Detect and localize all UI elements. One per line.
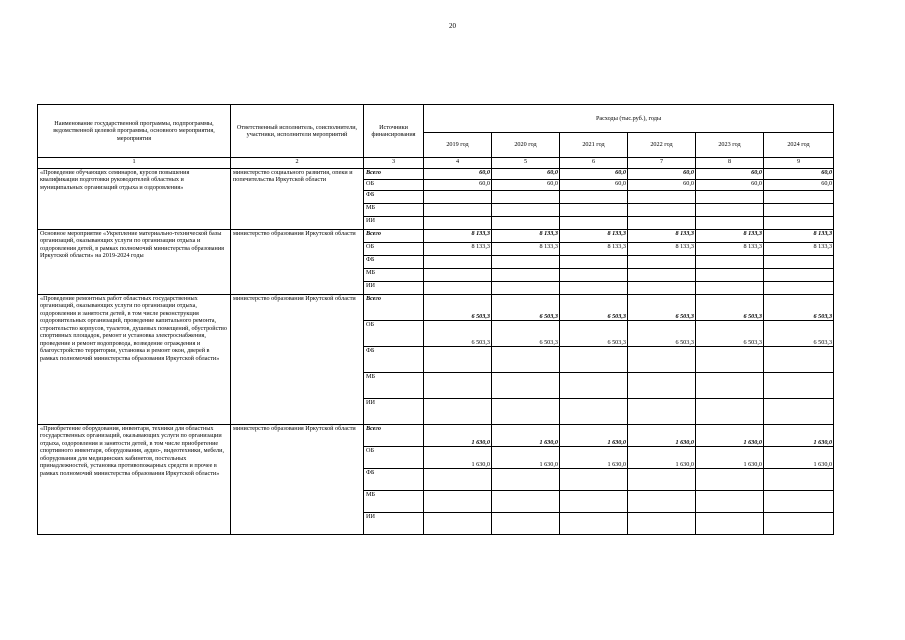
expense-value: 6 503,3 <box>696 321 764 347</box>
expense-value <box>424 373 492 399</box>
expense-value <box>696 373 764 399</box>
expense-value <box>492 191 560 204</box>
funding-source: ФБ <box>364 256 424 269</box>
measure-executor: министерство образования Иркутской области <box>231 295 364 425</box>
measure-name: «Приобретение оборудования, инвентаря, техники для областных государственных организаций, оказывающих услуги по организации отдыха, оздоровления и занятости детей, в том числе приобретение спортивного инвентаря, оборудования, аудио-, видеотехники, мебели, оборудования для медицинских кабинетов, постельных принадлежностей, установка противопожарных средств и прочее в рамках полномочий министерства образования Иркутской области» <box>38 425 231 535</box>
expense-value <box>764 217 834 230</box>
header-year: 2022 год <box>628 133 696 158</box>
expense-value: 6 503,3 <box>560 295 628 321</box>
header-year: 2019 год <box>424 133 492 158</box>
expense-value: 60,0 <box>424 169 492 180</box>
funding-source: ИИ <box>364 217 424 230</box>
measure-executor: министерство образования Иркутской области <box>231 230 364 295</box>
expense-value: 1 630,0 <box>628 447 696 469</box>
expense-value <box>424 513 492 535</box>
funding-source: МБ <box>364 373 424 399</box>
expense-value <box>628 513 696 535</box>
expense-value <box>696 513 764 535</box>
expense-value <box>492 347 560 373</box>
expense-value <box>764 347 834 373</box>
table-row <box>38 230 834 243</box>
expense-value <box>492 399 560 425</box>
funding-source: Всего <box>364 295 424 321</box>
expense-value: 60,0 <box>628 169 696 180</box>
table-body <box>38 169 834 535</box>
measure-name: «Проведение ремонтных работ областных государственных организаций, оказывающих услуги по организации отдыха, оздоровления и занятости детей, в том числе реконструкция оздоровительных организаций, проведение капитального ремонта, строительство корпусов, туалетов, душевых помещений, обустройство спортивных площадок, ремонт и установка электроснабжения, проведение и ремонт водопровода, возведение ограждения и благоустройство территории, установка и ремонт окон, дверей в рамках полномочий министерства образования Иркутской области» <box>38 295 231 425</box>
expense-value <box>560 256 628 269</box>
expense-value: 60,0 <box>764 180 834 191</box>
funding-source: МБ <box>364 269 424 282</box>
expense-value: 60,0 <box>696 180 764 191</box>
expense-value: 6 503,3 <box>424 295 492 321</box>
expense-value <box>560 191 628 204</box>
expense-value <box>628 217 696 230</box>
expense-value <box>560 399 628 425</box>
expense-value <box>492 204 560 217</box>
expense-value <box>492 217 560 230</box>
expense-value: 6 503,3 <box>492 295 560 321</box>
expense-value: 8 133,3 <box>696 243 764 256</box>
funding-source: ИИ <box>364 282 424 295</box>
expense-value: 6 503,3 <box>628 295 696 321</box>
header-year: 2020 год <box>492 133 560 158</box>
column-number: 2 <box>231 158 364 169</box>
expense-value: 1 630,0 <box>424 425 492 447</box>
expense-value: 8 133,3 <box>764 230 834 243</box>
expenses-table <box>37 104 834 535</box>
expense-value <box>696 269 764 282</box>
measure-executor: министерство социального развития, опеки и попечительства Иркутской области <box>231 169 364 230</box>
header-year: 2023 год <box>696 133 764 158</box>
funding-source: МБ <box>364 491 424 513</box>
expense-value <box>424 217 492 230</box>
expense-value: 8 133,3 <box>424 243 492 256</box>
expense-value <box>696 191 764 204</box>
column-number: 9 <box>764 158 834 169</box>
funding-source: МБ <box>364 204 424 217</box>
expense-value <box>696 347 764 373</box>
expense-value <box>560 373 628 399</box>
expense-value: 60,0 <box>764 169 834 180</box>
expense-value: 1 630,0 <box>764 425 834 447</box>
expense-value: 8 133,3 <box>560 243 628 256</box>
expense-value <box>492 469 560 491</box>
expense-value: 8 133,3 <box>492 230 560 243</box>
expense-value <box>560 469 628 491</box>
header-year: 2021 год <box>560 133 628 158</box>
expense-value <box>764 399 834 425</box>
expense-value <box>628 399 696 425</box>
expense-value <box>492 513 560 535</box>
expense-value: 1 630,0 <box>492 425 560 447</box>
expense-value: 60,0 <box>560 169 628 180</box>
expense-value: 1 630,0 <box>628 425 696 447</box>
expense-value <box>560 204 628 217</box>
expense-value <box>560 282 628 295</box>
expense-value: 1 630,0 <box>492 447 560 469</box>
expense-value: 6 503,3 <box>424 321 492 347</box>
expense-value <box>764 513 834 535</box>
expense-value: 8 133,3 <box>424 230 492 243</box>
expense-value <box>492 373 560 399</box>
expense-value: 8 133,3 <box>492 243 560 256</box>
expense-value <box>628 191 696 204</box>
expense-value <box>424 204 492 217</box>
expense-value: 6 503,3 <box>764 295 834 321</box>
expense-value <box>560 269 628 282</box>
expense-value <box>424 469 492 491</box>
expense-value <box>492 256 560 269</box>
expense-value <box>628 269 696 282</box>
expense-value <box>696 491 764 513</box>
expense-value <box>628 256 696 269</box>
expense-value <box>764 204 834 217</box>
header-sources: Источники финансирования <box>364 105 424 158</box>
funding-source: Всего <box>364 425 424 447</box>
expense-value <box>696 204 764 217</box>
table-row <box>38 295 834 321</box>
expense-value <box>492 491 560 513</box>
column-number: 8 <box>696 158 764 169</box>
expense-value <box>560 513 628 535</box>
column-number: 7 <box>628 158 696 169</box>
table-row <box>38 169 834 180</box>
expense-value <box>628 469 696 491</box>
expense-value: 1 630,0 <box>424 447 492 469</box>
expense-value <box>764 469 834 491</box>
expense-value: 8 133,3 <box>628 230 696 243</box>
header-year: 2024 год <box>764 133 834 158</box>
column-number: 6 <box>560 158 628 169</box>
funding-source: Всего <box>364 169 424 180</box>
expense-value: 60,0 <box>492 169 560 180</box>
expense-value <box>628 373 696 399</box>
funding-source: ОБ <box>364 180 424 191</box>
expense-value <box>764 256 834 269</box>
expense-value <box>560 491 628 513</box>
expense-value <box>628 491 696 513</box>
expense-value <box>424 191 492 204</box>
expense-value <box>424 269 492 282</box>
expense-value: 8 133,3 <box>628 243 696 256</box>
expense-value: 1 630,0 <box>696 425 764 447</box>
funding-source: ОБ <box>364 243 424 256</box>
table-row <box>38 425 834 447</box>
expense-value <box>628 204 696 217</box>
page-number: 20 <box>449 22 456 30</box>
expense-value <box>560 217 628 230</box>
expense-value <box>696 399 764 425</box>
column-number: 4 <box>424 158 492 169</box>
measure-name: «Проведение обучающих семинаров, курсов повышения квалификации подготовки руководителей областных и муниципальных организаций отдыха и оздоровления» <box>38 169 231 230</box>
expense-value: 1 630,0 <box>696 447 764 469</box>
expense-value: 8 133,3 <box>696 230 764 243</box>
expense-value <box>560 347 628 373</box>
expense-value: 6 503,3 <box>492 321 560 347</box>
expense-value <box>764 191 834 204</box>
header-executor: Ответственный исполнитель, соисполнители, участники, исполнители мероприятий <box>231 105 364 158</box>
expense-value: 6 503,3 <box>560 321 628 347</box>
funding-source: ИИ <box>364 399 424 425</box>
expense-value: 60,0 <box>696 169 764 180</box>
funding-source: ФБ <box>364 469 424 491</box>
expense-value: 6 503,3 <box>628 321 696 347</box>
header-name: Наименование государственной программы, подпрограммы, ведомственной целевой программы, основного мероприятия, мероприятия <box>38 105 231 158</box>
expense-value <box>696 469 764 491</box>
expense-value: 8 133,3 <box>764 243 834 256</box>
expense-value: 1 630,0 <box>560 447 628 469</box>
expense-value <box>764 282 834 295</box>
funding-source: ИИ <box>364 513 424 535</box>
expense-value: 60,0 <box>492 180 560 191</box>
expense-value <box>424 256 492 269</box>
expense-value <box>764 269 834 282</box>
expense-value <box>492 282 560 295</box>
expense-value <box>764 373 834 399</box>
expense-value: 60,0 <box>424 180 492 191</box>
funding-source: ФБ <box>364 191 424 204</box>
expense-value <box>424 347 492 373</box>
expense-value: 60,0 <box>560 180 628 191</box>
header-expenses: Расходы (тыс.руб.), годы <box>424 105 834 133</box>
funding-source: ОБ <box>364 321 424 347</box>
expense-value <box>424 491 492 513</box>
expense-value <box>424 282 492 295</box>
measure-name: Основное мероприятие «Укрепление материально-технической базы организаций, оказывающих услуги по организации отдыха и оздоровления детей, в рамках полномочий министерства образования Иркутской области» на 2019-2024 годы <box>38 230 231 295</box>
expense-value: 6 503,3 <box>696 295 764 321</box>
expense-value: 60,0 <box>628 180 696 191</box>
expense-value <box>764 491 834 513</box>
funding-source: Всего <box>364 230 424 243</box>
expense-value <box>424 399 492 425</box>
measure-executor: министерство образования Иркутской области <box>231 425 364 535</box>
expense-value <box>492 269 560 282</box>
expense-value <box>696 217 764 230</box>
expense-value: 6 503,3 <box>764 321 834 347</box>
expense-value <box>696 256 764 269</box>
column-number: 3 <box>364 158 424 169</box>
column-number: 1 <box>38 158 231 169</box>
funding-source: ФБ <box>364 347 424 373</box>
expense-value: 8 133,3 <box>560 230 628 243</box>
column-number: 5 <box>492 158 560 169</box>
funding-source: ОБ <box>364 447 424 469</box>
expense-value: 1 630,0 <box>764 447 834 469</box>
expense-value <box>628 347 696 373</box>
expense-value <box>696 282 764 295</box>
expense-value <box>628 282 696 295</box>
expense-value: 1 630,0 <box>560 425 628 447</box>
